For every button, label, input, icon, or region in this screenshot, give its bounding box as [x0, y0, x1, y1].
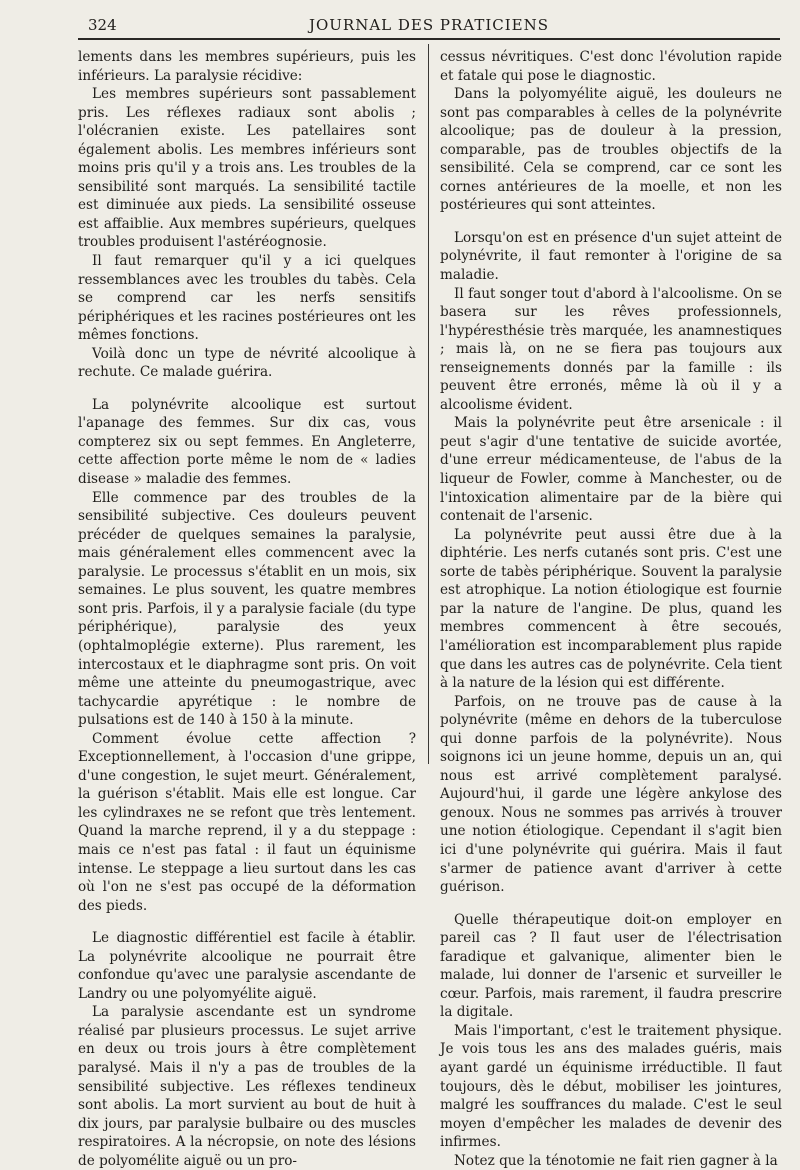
paragraph: Comment évolue cette affection ? Exceptionnellement, à l'occasion d'une grippe, d'une congestion, le sujet meurt. Généralement, la guérison s'établit. Mais elle est longue. Car les cylindraxes ne se refont que très lentement. Quand la marche reprend, il y a du steppage : mais ce n'est pas fatal : il faut un équinisme intense. Le steppage a lieu surtout dans les cas où l'on ne s'est pas occupé de la déformation des pieds. [78, 730, 416, 914]
paragraph: Le diagnostic différentiel est facile à établir. La polynévrite alcoolique ne pourrait être confondue qu'avec une paralysie ascendante de Landry ou une polyomyélite aiguë. [78, 930, 416, 1002]
page-number: 324 [88, 16, 117, 34]
left-column [78, 48, 416, 1169]
paragraph: La polynévrite alcoolique est surtout l'apanage des femmes. Sur dix cas, vous compterez six ou sept femmes. En Angleterre, cette affection porte même le nom de « ladies disease » maladie des femmes. [78, 396, 416, 488]
journal-title: JOURNAL DES PRATICIENS [308, 16, 550, 34]
paragraph: Lorsqu'on est en présence d'un sujet atteint de polynévrite, il faut remonter à l'origine de sa maladie. [440, 229, 782, 284]
paragraph: Quelle thérapeutique doit-on employer en pareil cas ? Il faut user de l'électrisation faradique et galvanique, alimenter bien le malade, lui donner de l'arsenic et surveiller le cœur. Parfois, mais rarement, il faudra prescrire la digitale. [440, 911, 782, 1021]
page-header [78, 12, 780, 40]
paragraph: La polynévrite peut aussi être due à la diphtérie. Les nerfs cutanés sont pris. C'est une sorte de tabès périphérique. Souvent la paralysie est atrophique. La notion étiologique est fournie par la nature de l'angine. De plus, quand les membres commencent à être secoués, l'amélioration est incomparablement plus rapide que dans les autres cas de polynévrite. Cela tient à la nature de la lésion qui est différente. [440, 526, 782, 692]
right-column [440, 48, 782, 1169]
paragraph: Il faut songer tout d'abord à l'alcoolisme. On se basera sur les rêves professionnels, l'hypéresthésie très marquée, les anamnestiques ; mais là, on ne se fiera pas toujours aux renseignements donnés par la famille : ils peuvent être erronés, même là où il y a alcoolisme évident. [440, 285, 782, 413]
paragraph: Les membres supérieurs sont passablement pris. Les réflexes radiaux sont abolis ; l'olécranien existe. Les patellaires sont également abolis. Les membres inférieurs sont moins pris qu'il y a trois ans. Les troubles de la sensibilité sont marqués. La sensibilité tactile est diminuée aux pieds. La sensibilité osseuse est affaiblie. Aux membres supérieurs, quelques troubles produisent l'astéréognosie. [78, 86, 416, 251]
paragraph: Elle commence par des troubles de la sensibilité subjective. Ces douleurs peuvent précéder de quelques semaines la paralysie, mais généralement elles commencent avec la paralysie. Le processus s'établit en un mois, six semaines. Le plus souvent, les quatre membres sont pris. Parfois, il y a paralysie faciale (du type périphérique), paralysie des yeux (ophtalmoplégie externe). Plus rarement, les intercostaux et le diaphragme sont pris. On voit même une atteinte du pneumogastrique, avec tachycardie apyrétique : le nombre de pulsations est de 140 à 150 à la minute. [78, 489, 416, 729]
column-divider [428, 44, 429, 764]
paragraph: Voilà donc un type de névrité alcoolique à rechute. Ce malade guérira. [78, 345, 416, 381]
paragraph: lements dans les membres supérieurs, puis les inférieurs. La paralysie récidive: [78, 49, 416, 84]
paragraph: Mais l'important, c'est le traitement physique. Je vois tous les ans des malades guéris, mais ayant gardé un équinisme irréductible. Il faut toujours, dès le début, mobiliser les jointures, malgré les souffrances du malade. C'est le seul moyen d'empêcher les malades de devenir des infirmes. [440, 1022, 782, 1151]
paragraph: Dans la polyomyélite aiguë, les douleurs ne sont pas comparables à celles de la polynévrite alcoolique; pas de douleur à la pression, comparable, pas de troubles objectifs de la sensibilité. Cela se comprend, car ce sont les cornes antérieures de la moelle, et non les postérieures qui sont atteintes. [440, 86, 782, 214]
paragraph: Il faut remarquer qu'il y a ici quelques ressemblances avec les troubles du tabès. Cela se comprend car les nerfs sensitifs périphériques et les racines postérieures ont les mêmes fonctions. [78, 253, 416, 344]
paragraph: Parfois, on ne trouve pas de cause à la polynévrite (même en dehors de la tuberculose qui donne parfois de la polynévrite). Nous soignons ici un jeune homme, depuis un an, qui nous est arrivé complètement paralysé. Aujourd'hui, il garde une légère ankylose des genoux. Nous ne sommes pas arrivés à trouver une notion étiologique. Cependant il s'agit bien ici d'une polynévrite qui guérira. Mais il faut s'armer de patience avant d'arriver à cette guérison. [440, 693, 782, 896]
paragraph: Mais la polynévrite peut être arsenicale : il peut s'agir d'une tentative de suicide avortée, d'une erreur médicamenteuse, de l'abus de la liqueur de Fowler, comme à Manchester, ou de l'intoxication alimentaire par de la bière qui contenait de l'arsenic. [440, 415, 782, 525]
paragraph: Notez que la ténotomie ne fait rien gagner à la [454, 1152, 778, 1169]
paragraph: La paralysie ascendante est un syndrome réalisé par plusieurs processus. Le sujet arrive en deux ou trois jours à être complètement paralysé. Mais il n'y a pas de troubles de la sensibilité subjective. Les réflexes tendineux sont abolis. La mort survient au bout de huit à dix jours, par paralysie bulbaire ou des muscles respiratoires. A la nécropsie, on note des lésions de polyomélite aiguë ou un pro- [78, 1004, 416, 1169]
paragraph: cessus névritiques. C'est donc l'évolution rapide et fatale qui pose le diagnostic. [440, 49, 782, 84]
